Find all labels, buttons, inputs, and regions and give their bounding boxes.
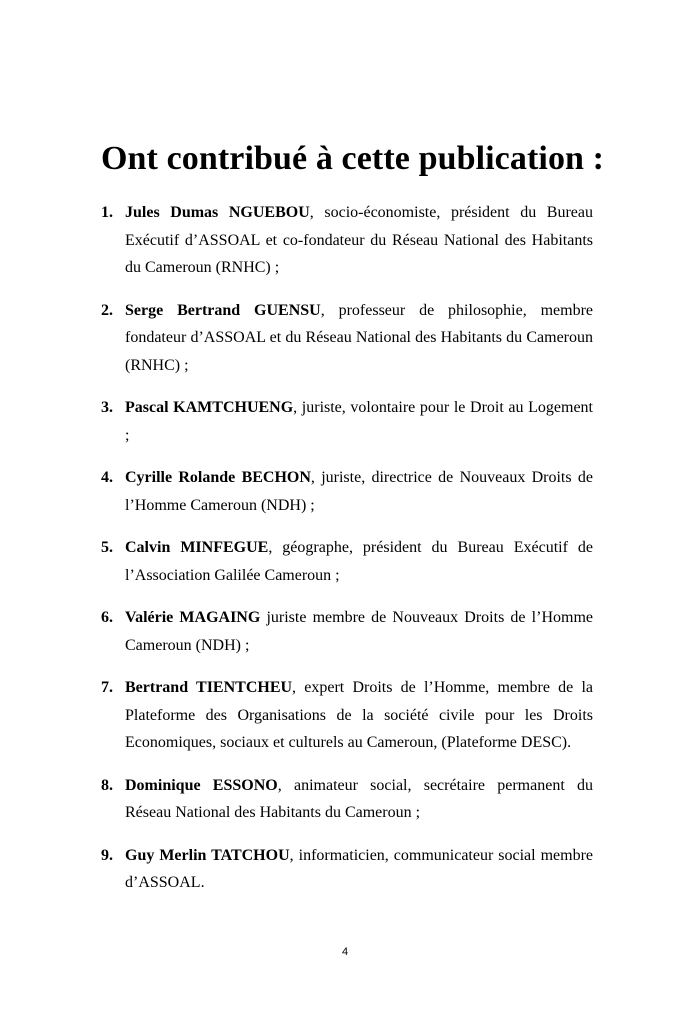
item-number: 9. (101, 846, 113, 864)
contributor-description: , expert Droits de l’Homme, membre de la Plateforme des Organisations de la société civile pour les Droits Economiques, sociaux et culturels au Cameroun, (Plateforme DESC). (125, 679, 593, 751)
contributor-name: Dominique ESSONO (125, 776, 278, 794)
contributor-description: , géographe, président du Bureau Exécutif de l’Association Galilée Cameroun ; (125, 539, 594, 584)
contributor-list (101, 199, 593, 912)
contributor-name: Bertrand TIENTCHEU (125, 679, 293, 696)
item-number: 3. (101, 399, 113, 416)
item-number: 2. (101, 301, 113, 319)
list-item (101, 842, 593, 897)
item-number: 7. (101, 679, 113, 696)
contributor-name: Calvin MINFEGUE (125, 539, 269, 556)
contributor-name: Serge Bertrand GUENSU (125, 301, 321, 319)
contributor-description: , socio-économiste, président du Bureau Exécutif d’ASSOAL et co-fondateur du Réseau National des Habitants du Cameroun (RNHC) ; (125, 204, 593, 276)
contributor-description: , juriste, directrice de Nouveaux Droits de l’Homme Cameroun (NDH) ; (125, 469, 593, 514)
item-number: 5. (101, 539, 113, 556)
item-number: 8. (101, 776, 113, 794)
contributor-name: Jules Dumas NGUEBOU (125, 204, 310, 221)
contributor-name: Guy Merlin TATCHOU (125, 846, 290, 864)
list-item (101, 604, 593, 659)
contributor-description: , juriste, volontaire pour le Droit au Logement ; (125, 399, 593, 444)
list-item (101, 394, 593, 449)
contributor-name: Valérie MAGAING (125, 609, 261, 626)
page-number: 4 (341, 946, 349, 958)
item-number: 1. (101, 204, 113, 221)
list-item (101, 772, 593, 827)
contributor-description: , informaticien, communicateur social membre d’ASSOAL. (125, 846, 594, 891)
contributor-description: juriste membre de Nouveaux Droits de l’Homme Cameroun (NDH) ; (125, 609, 593, 654)
contributor-description: , animateur social, secrétaire permanent du Réseau National des Habitants du Cameroun ; (125, 776, 594, 821)
list-item (101, 674, 593, 757)
list-item (101, 297, 593, 380)
contributor-description: , professeur de philosophie, membre fondateur d’ASSOAL et du Réseau National des Habitants du Cameroun (RNHC) ; (125, 301, 594, 374)
item-number: 4. (101, 469, 113, 486)
list-item (101, 464, 593, 519)
page-title: Ont contribué à cette publication : (101, 140, 605, 177)
list-item (101, 534, 593, 589)
item-number: 6. (101, 609, 113, 626)
contributor-name: Cyrille Rolande BECHON (125, 469, 311, 486)
contributor-name: Pascal KAMTCHUENG (125, 399, 294, 416)
list-item (101, 199, 593, 282)
